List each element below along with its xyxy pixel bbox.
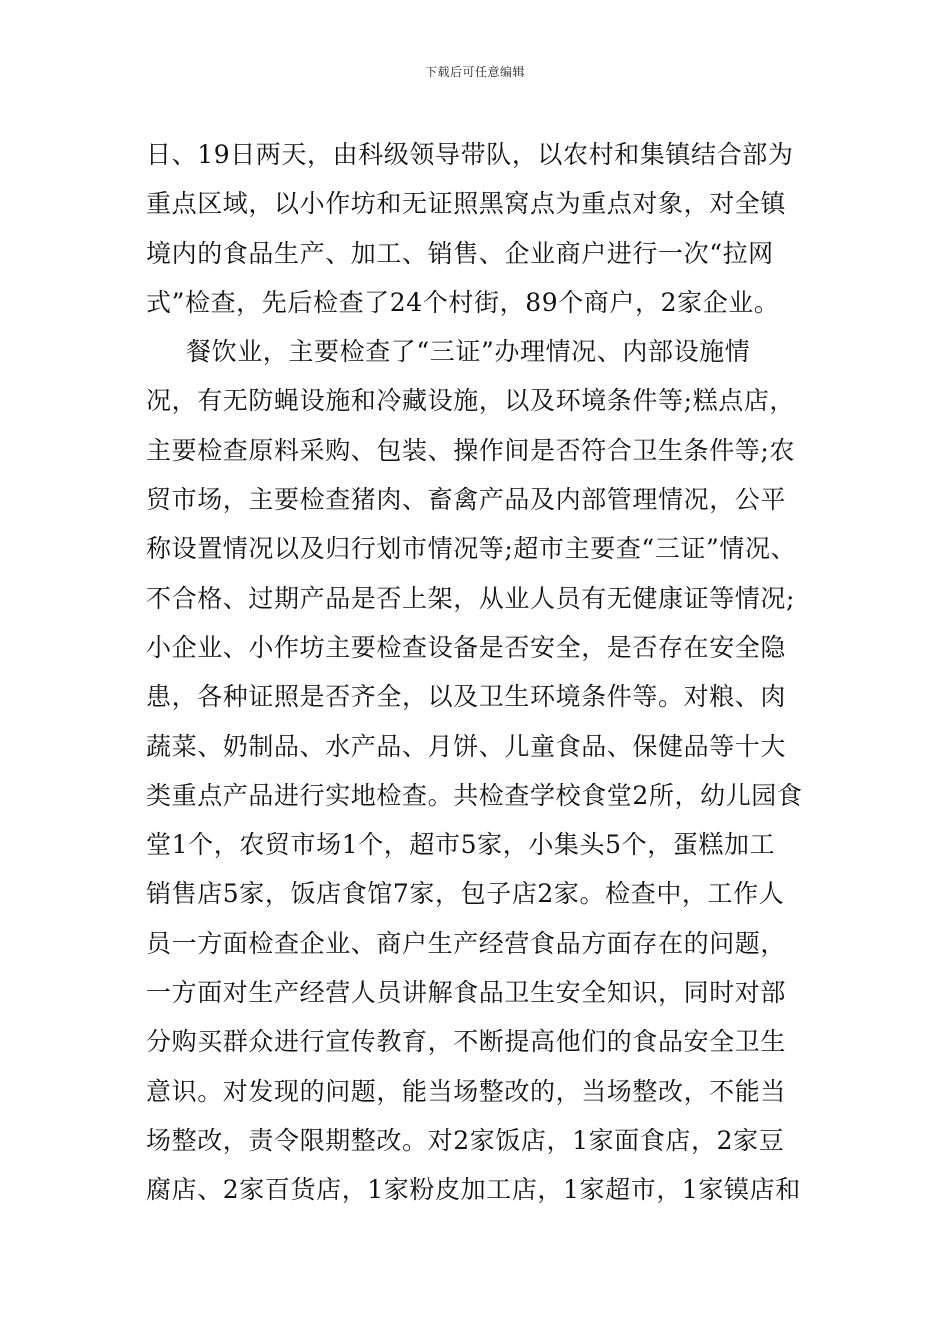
text-line: 腐店、2家百货店，1家粉皮加工店，1家超市，1家镆店和 xyxy=(146,1175,801,1205)
text-line: 况，有无防蝇设施和冷藏设施，以及环境条件等;糕点店， xyxy=(146,386,796,416)
text-line: 境内的食品生产、加工、销售、企业商户进行一次“拉网 xyxy=(146,238,774,268)
text-line: 员一方面检查企业、商户生产经营食品方面存在的问题， xyxy=(146,928,787,958)
text-line: 贸市场，主要检查猪肉、畜禽产品及内部管理情况，公平 xyxy=(146,485,787,515)
text-line: 堂1个，农贸市场1个，超市5家，小集头5个，蛋糕加工 xyxy=(146,830,776,860)
text-line: 一方面对生产经营人员讲解食品卫生安全知识，同时对部 xyxy=(146,978,787,1008)
text-line: 小企业、小作坊主要检查设备是否安全，是否存在安全隐 xyxy=(146,632,787,662)
paragraph-first-line: 餐饮业，主要检查了“三证”办理情况、内部设施情 xyxy=(186,337,751,367)
text-line: 场整改，责令限期整改。对2家饭店，1家面食店，2家豆 xyxy=(146,1125,785,1155)
text-line: 意识。对发现的问题，能当场整改的，当场整改，不能当 xyxy=(146,1076,787,1106)
text-line: 不合格、过期产品是否上架，从业人员有无健康证等情况; xyxy=(146,583,796,613)
text-line: 主要检查原料采购、包装、操作间是否符合卫生条件等;农 xyxy=(146,435,796,465)
text-line: 蔬菜、奶制品、水产品、月饼、儿童食品、保健品等十大 xyxy=(146,731,787,761)
page-header: 下载后可任意编辑 xyxy=(424,65,525,79)
text-line: 分购买群众进行宣传教育，不断提高他们的食品安全卫生 xyxy=(146,1027,787,1057)
text-line: 重点区域，以小作坊和无证照黑窝点为重点对象，对全镇 xyxy=(146,189,787,219)
text-line: 销售店5家，饭店食馆7家，包子店2家。检查中，工作人 xyxy=(146,879,785,909)
text-line: 类重点产品进行实地检查。共检查学校食堂2所，幼儿园食 xyxy=(146,780,803,810)
text-line: 式”检查，先后检查了24个村街，89个商户，2家企业。 xyxy=(146,287,780,317)
text-line: 日、19日两天，由科级领导带队，以农村和集镇结合部为 xyxy=(146,140,794,169)
text-line: 称设置情况以及归行划市情况等;超市主要查“三证”情况、 xyxy=(146,534,797,564)
document-body xyxy=(146,130,816,1215)
text-line: 患，各种证照是否齐全，以及卫生环境条件等。对粮、肉 xyxy=(146,682,787,712)
